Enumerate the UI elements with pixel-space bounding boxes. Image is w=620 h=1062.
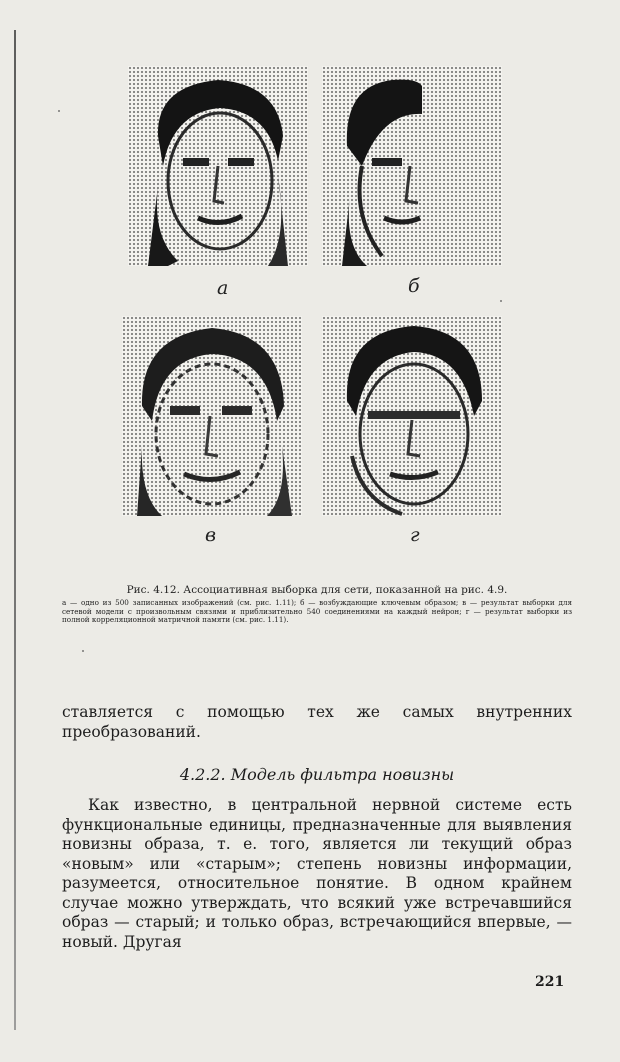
panel-d-label: г [410,524,420,546]
portrait-partial-net-icon [122,316,302,516]
panel-b-image [322,66,502,266]
scan-speck [58,110,60,112]
panel-b-label: б [408,275,420,297]
figure-caption [62,584,572,625]
scan-speck [82,650,84,652]
section-heading: 4.2.2. Модель фильтра новизны [179,765,455,784]
caption-title: Рис. 4.12. Ассоциативная выборка для сети, показанной на рис. 4.9. [126,584,508,596]
scan-speck [500,300,502,302]
panel-a-image [128,66,308,266]
caption-detail: а — одно из 500 записанных изображений (см. рис. 1.11); б — возбуждающие ключевым образом; в — результат выборки для сетевой модели с произвольным связями и приблизительно 540 соединениями на каждый нейрон; г — результат выборки из полной корреляционной матричной памяти (см. рис. 1.11). [62,598,572,625]
page-number: 221 [535,974,565,990]
portrait-original-icon [128,66,308,266]
portrait-full-memory-icon [322,316,502,516]
body-paragraph: Как известно, в центральной нервной системе есть функциональные единицы, предназначенные для выявления новизны образа, т. е. того, является ли текущий образ «новым» или «старым»; степень новизны информации, разумеется, относительное понятие. В одном крайнем случае можно утверждать, что всякий уже встречавшийся образ — старый; и только образ, встречающийся впервые, — новый. Другая [62,796,572,951]
panel-c-label: в [205,524,217,546]
portrait-key-icon [322,66,502,266]
panel-c-image [122,316,302,516]
page-binding-edge [14,30,16,1030]
panel-d-image [322,316,502,516]
panel-a-label: а [217,277,229,299]
continuation-text: ставляется с помощью тех же самых внутренних преобразований. [62,703,572,741]
